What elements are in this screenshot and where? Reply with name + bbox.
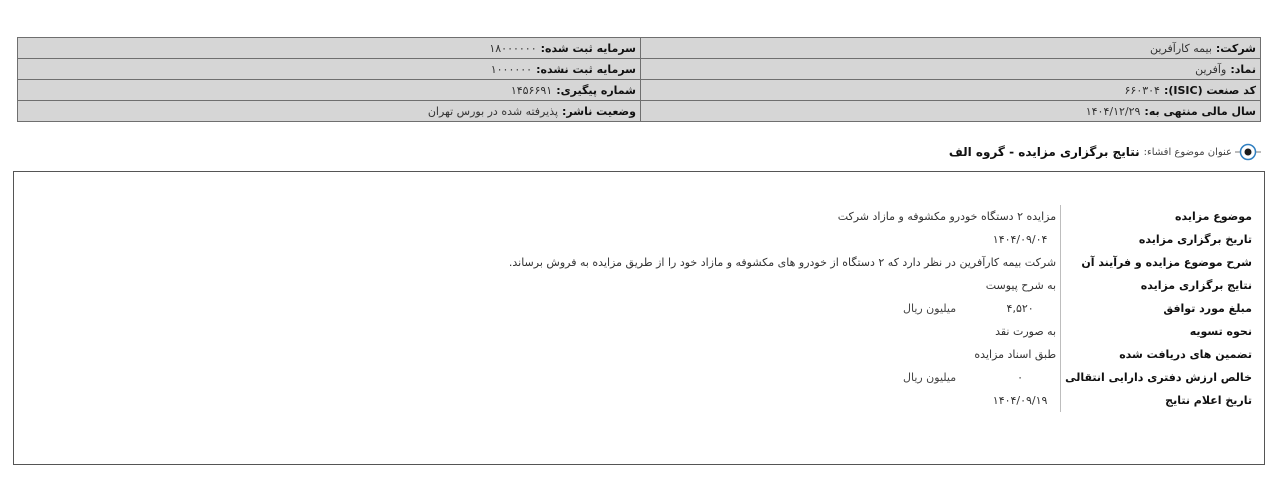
- table-row: [505, 343, 1256, 366]
- auction-results-label: نتایج برگزاری مزایده: [1061, 274, 1256, 297]
- industry-code-cell: [641, 80, 1261, 101]
- unregistered-capital-label: سرمایه ثبت نشده:: [536, 62, 636, 76]
- company-name-label: شرکت:: [1215, 41, 1256, 55]
- table-row: [505, 205, 1256, 228]
- auction-subject-value: مزایده ۲ دستگاه خودرو مکشوفه و مازاد شرکت: [837, 210, 1057, 223]
- auction-description-label: شرح موضوع مزایده و فرآیند آن: [1061, 251, 1256, 274]
- auction-date-label: تاریخ برگزاری مزایده: [1061, 228, 1256, 251]
- fiscal-year-value: ۱۴۰۴/۱۲/۲۹: [1085, 104, 1141, 118]
- publisher-status-cell: [18, 101, 641, 122]
- announcement-date-value: ۱۴۰۴/۰۹/۱۹: [992, 394, 1048, 407]
- table-row: [505, 366, 1256, 389]
- fiscal-year-label: سال مالی منتهی به:: [1144, 104, 1256, 118]
- table-row: [505, 297, 1256, 320]
- announcement-date-label: تاریخ اعلام نتایج: [1061, 389, 1256, 412]
- company-info-table: [17, 37, 1261, 122]
- company-name-value: بیمه کارآفرین: [1150, 41, 1212, 55]
- auction-details-table: [505, 205, 1256, 412]
- table-row: [505, 251, 1256, 274]
- symbol-value: وآفرین: [1195, 62, 1227, 76]
- registered-capital-cell: [18, 38, 641, 59]
- registered-capital-label: سرمایه ثبت شده:: [540, 41, 636, 55]
- subject-title: نتایج برگزاری مزایده - گروه الف: [948, 145, 1140, 159]
- target-icon: [1235, 142, 1261, 162]
- agreed-amount-unit: میلیون ریال: [902, 302, 957, 315]
- net-book-value-unit: میلیون ریال: [902, 371, 957, 384]
- auction-date-value: ۱۴۰۴/۰۹/۰۴: [992, 233, 1048, 246]
- industry-code-label: کد صنعت (ISIC):: [1163, 83, 1256, 97]
- net-book-value-value: ۰: [1017, 371, 1024, 384]
- table-row: [505, 389, 1256, 412]
- auction-details-panel: [13, 171, 1265, 465]
- settlement-method-value: به صورت نقد: [995, 325, 1057, 338]
- fiscal-year-cell: [641, 101, 1261, 122]
- tracking-number-cell: [18, 80, 641, 101]
- company-info-row: [18, 101, 1261, 122]
- table-row: [505, 228, 1256, 251]
- settlement-method-label: نحوه تسویه: [1061, 320, 1256, 343]
- agreed-amount-value: ۴,۵۲۰: [1006, 302, 1034, 315]
- registered-capital-value: ۱۸۰۰۰۰۰۰: [489, 41, 537, 55]
- subject-label: عنوان موضوع افشاء:: [1143, 146, 1232, 158]
- publisher-status-label: وضعیت ناشر:: [562, 104, 636, 118]
- company-info-row: [18, 38, 1261, 59]
- company-info-row: [18, 80, 1261, 101]
- symbol-label: نماد:: [1230, 62, 1256, 76]
- auction-subject-label: موضوع مزایده: [1061, 205, 1256, 228]
- symbol-cell: [641, 59, 1261, 80]
- auction-description-value: شرکت بیمه کارآفرین در نظر دارد که ۲ دستگاه از خودرو های مکشوفه و مازاد خود را از طریق مزایده به فروش برساند.: [508, 256, 1057, 269]
- table-row: [505, 320, 1256, 343]
- table-row: [505, 274, 1256, 297]
- unregistered-capital-value: ۱۰۰۰۰۰۰: [490, 62, 533, 76]
- publisher-status-value: پذیرفته شده در بورس تهران: [427, 104, 559, 118]
- tracking-number-value: ۱۴۵۶۶۹۱: [510, 83, 553, 97]
- tracking-number-label: شماره پیگیری:: [556, 83, 636, 97]
- company-name-cell: [641, 38, 1261, 59]
- guarantees-label: تضمین های دریافت شده: [1061, 343, 1256, 366]
- guarantees-value: طبق اسناد مزایده: [974, 348, 1057, 361]
- net-book-value-label: خالص ارزش دفتری دارایی انتقالی: [1061, 366, 1256, 389]
- unregistered-capital-cell: [18, 59, 641, 80]
- industry-code-value: ۶۶۰۳۰۴: [1124, 83, 1160, 97]
- company-info-row: [18, 59, 1261, 80]
- auction-results-value: به شرح پیوست: [985, 279, 1057, 292]
- agreed-amount-label: مبلغ مورد توافق: [1061, 297, 1256, 320]
- disclosure-subject: [949, 142, 1261, 162]
